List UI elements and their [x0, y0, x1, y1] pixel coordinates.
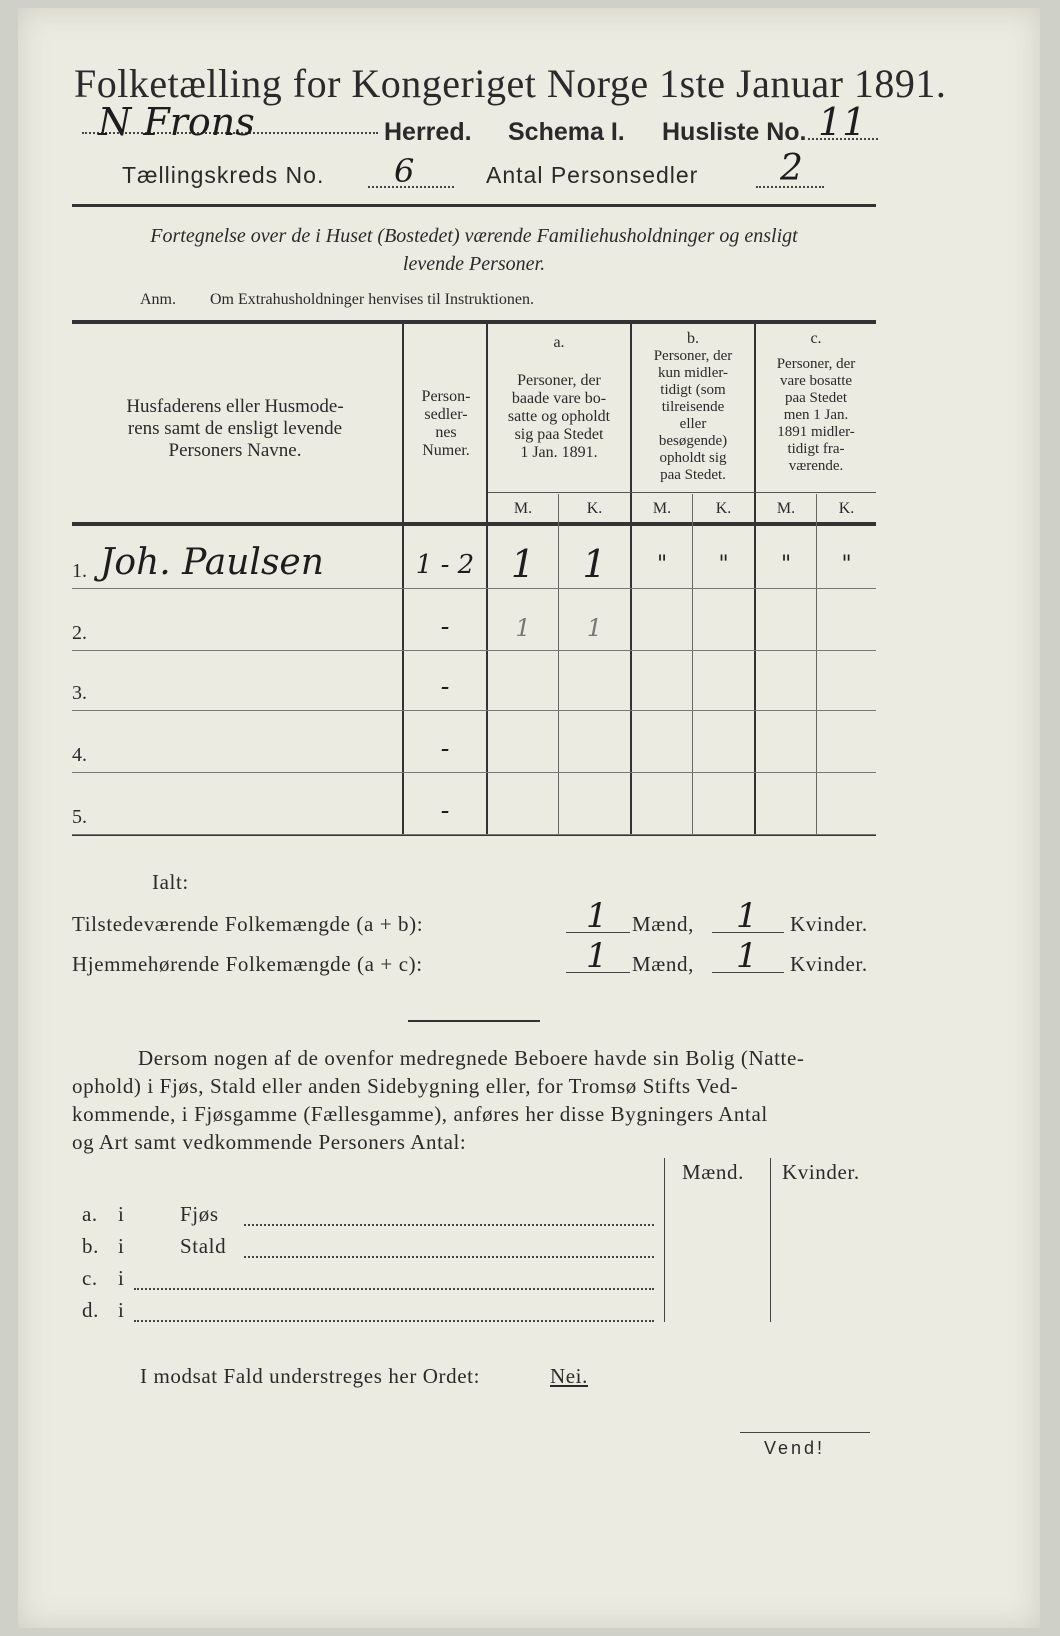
modsat-text: I modsat Fald understreges her Ordet: — [140, 1364, 481, 1388]
intro-line-1: Fortegnelse over de i Huset (Bostedet) værende Familiehusholdninger og ensligt — [150, 225, 798, 247]
col-num-header-line: Person- — [421, 388, 471, 405]
bolig-item-prep: i — [118, 1234, 125, 1258]
col-a-header-line: Personer, der — [517, 372, 601, 389]
anm-label: Anm. — [140, 291, 176, 308]
bolig-item-dotted-line — [134, 1320, 654, 1322]
bolig-line: kommende, i Fjøsgamme (Fællesgamme), anføres her disse Bygningers Antal — [72, 1102, 768, 1126]
col-c-header-line: paa Stedet — [784, 390, 848, 406]
col-a-header-line: sig paa Stedet — [514, 426, 604, 443]
vend-rule — [740, 1432, 870, 1433]
row-sedler-number: - — [440, 796, 450, 826]
col-name-header-line: Husfaderens eller Husmode- — [126, 396, 344, 417]
ialt-label: Ialt: — [152, 870, 189, 894]
bolig-item-dotted-line — [134, 1288, 654, 1290]
bolig-line: og Art samt vedkommende Personers Antal: — [72, 1130, 467, 1154]
col-c-m-label: M. — [776, 500, 796, 517]
col-c-k-label: K. — [838, 500, 855, 517]
herred-label: Herred. — [384, 118, 472, 146]
kreds-value: 6 — [394, 152, 415, 190]
hjemme-kvinder-value: 1 — [736, 936, 758, 976]
col-b-header-line: paa Stedet. — [660, 467, 726, 483]
row-number: 3. — [72, 682, 87, 704]
bolig-item-label: Fjøs — [180, 1202, 219, 1226]
husliste-label: Husliste No. — [662, 118, 807, 146]
row-sedler-number: - — [440, 734, 450, 764]
bolig-item-label: Stald — [180, 1234, 227, 1258]
row-sedler-number: - — [440, 612, 450, 642]
section-divider — [408, 1020, 540, 1022]
col-a-header-line: baade vare bo- — [511, 390, 607, 407]
row-number: 5. — [72, 806, 87, 828]
row-rule — [72, 710, 876, 711]
col-a-k-label: K. — [586, 500, 603, 517]
row-cell-a-k: 1 — [582, 542, 607, 586]
row-cell-a-m: 1 — [515, 614, 531, 642]
bolig-maend-header: Mænd. — [682, 1160, 744, 1184]
col-a-header-line: satte og opholdt — [507, 408, 611, 425]
row-number: 2. — [72, 622, 87, 644]
col-b-header-line: kun midler- — [657, 365, 729, 381]
row-cell-c-m: " — [780, 552, 792, 577]
col-a-header-line: 1 Jan. 1891. — [520, 444, 598, 461]
col-c-header — [756, 356, 876, 475]
col-c-header-line: men 1 Jan. — [783, 407, 849, 423]
bolig-item-dotted-line — [244, 1256, 654, 1258]
form-title: Folketælling for Kongeriget Norge 1ste Januar 1891. — [74, 61, 947, 106]
tilstede-label: Tilstedeværende Folkemængde (a + b): — [72, 912, 424, 936]
row-rule — [72, 650, 876, 651]
bolig-item-prep: i — [118, 1202, 125, 1226]
personsedler-label: Antal Personsedler — [486, 162, 699, 188]
tilstede-kvinder-value: 1 — [736, 896, 758, 936]
header-rule — [72, 204, 876, 207]
row-cell-b-m: " — [656, 552, 668, 577]
row-rule — [72, 588, 876, 589]
col-c-header-line: vare bosatte — [779, 373, 853, 389]
row-rule — [72, 834, 876, 835]
bolig-col-divider-2 — [770, 1158, 771, 1322]
col-name-header — [80, 396, 390, 462]
row-number: 1. — [72, 560, 87, 582]
hjemme-label: Hjemmehørende Folkemængde (a + c): — [72, 952, 423, 976]
row-rule — [72, 772, 876, 773]
col-b-header-line: opholdt sig — [659, 450, 727, 466]
col-num-header-line: sedler- — [424, 406, 468, 423]
census-form-page — [18, 8, 1040, 1628]
col-name-header-line: rens samt de ensligt levende — [127, 418, 343, 439]
personsedler-value: 2 — [780, 148, 803, 189]
nei-word: Nei. — [550, 1364, 588, 1388]
col-c-header-line: 1891 midler- — [777, 424, 855, 440]
mk-header-rule — [488, 492, 876, 493]
tilstede-maend-value: 1 — [586, 896, 608, 936]
col-c-header-line: værende. — [788, 458, 844, 474]
col-a-m-label: M. — [513, 500, 533, 517]
col-divider-b-mk — [692, 494, 693, 834]
col-c-letter: c. — [810, 330, 822, 347]
herred-value: N Frons — [98, 100, 255, 144]
bolig-item-dotted-line — [244, 1224, 654, 1226]
col-num-header-line: nes — [435, 424, 457, 441]
col-b-header-line: Personer, der — [653, 348, 733, 364]
col-b-m-label: M. — [652, 500, 672, 517]
row-cell-b-k: " — [718, 552, 729, 577]
husliste-value: 11 — [818, 100, 867, 144]
row-number: 4. — [72, 744, 87, 766]
bolig-item-prep: i — [118, 1298, 125, 1322]
col-num-header — [406, 388, 486, 460]
row-cell-a-m: 1 — [510, 542, 536, 586]
intro-line-2: levende Personer. — [402, 253, 546, 275]
bolig-line: Dersom nogen af de ovenfor medregnede Beboere havde sin Bolig (Natte- — [138, 1046, 805, 1070]
row-sedler-number: - — [440, 672, 450, 702]
intro-text — [74, 222, 874, 278]
col-num-header-line: Numer. — [422, 442, 470, 459]
col-b-header-line: tilreisende — [661, 399, 725, 415]
row-cell-a-k: 1 — [586, 614, 603, 642]
row-cell-c-k: " — [841, 552, 852, 577]
col-name-header-line: Personers Navne. — [168, 440, 302, 461]
bolig-item-letter: d. — [82, 1298, 99, 1322]
col-b-header-line: eller — [679, 416, 707, 432]
bolig-item-letter: b. — [82, 1234, 99, 1258]
schema-label: Schema I. — [508, 118, 625, 146]
row-sedler-number: 1 - 2 — [415, 550, 475, 580]
hjemme-kvinder-label: Kvinder. — [790, 952, 868, 976]
anm-text: Om Extrahusholdninger henvises til Instruktionen. — [210, 291, 534, 308]
bolig-paragraph — [72, 1044, 880, 1156]
tilstede-kvinder-label: Kvinder. — [790, 912, 868, 936]
row-name: Joh. Paulsen — [100, 542, 324, 583]
bolig-item-prep: i — [118, 1266, 125, 1290]
col-b-letter: b. — [687, 330, 699, 347]
col-b-k-label: K. — [715, 500, 732, 517]
col-a-letter: a. — [553, 334, 565, 351]
bolig-item-letter: a. — [82, 1202, 98, 1226]
tilstede-maend-label: Mænd, — [632, 912, 694, 936]
col-b-header-line: tidigt (som — [660, 382, 726, 398]
hjemme-maend-label: Mænd, — [632, 952, 694, 976]
hjemme-maend-value: 1 — [586, 936, 608, 976]
kreds-label: Tællingskreds No. — [122, 162, 325, 188]
col-b-header — [632, 348, 754, 484]
bolig-kvinder-header: Kvinder. — [782, 1160, 860, 1184]
bolig-col-divider-1 — [664, 1158, 665, 1322]
col-divider-c-mk — [816, 494, 817, 834]
bolig-item-letter: c. — [82, 1266, 98, 1290]
bolig-line: ophold) i Fjøs, Stald eller anden Sidebygning eller, for Tromsø Stifts Ved- — [72, 1074, 739, 1098]
col-a-header — [488, 372, 630, 462]
vend-text: Vend! — [764, 1438, 826, 1458]
col-b-header-line: besøgende) — [658, 433, 728, 449]
col-c-header-line: Personer, der — [776, 356, 856, 372]
col-c-header-line: tidigt fra- — [787, 441, 845, 457]
